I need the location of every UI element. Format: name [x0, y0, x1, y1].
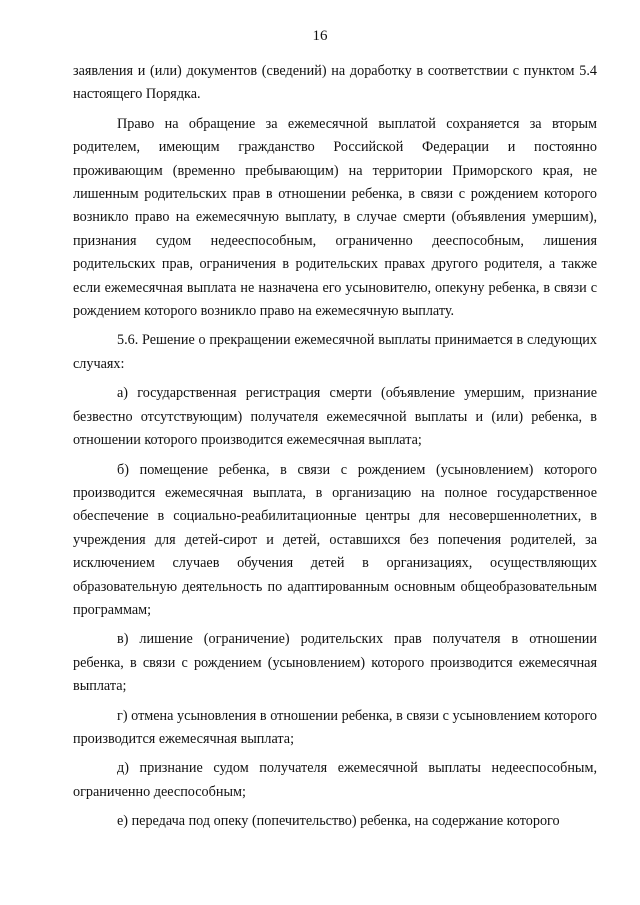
page-number: 16 — [312, 28, 328, 44]
document-body — [73, 60, 597, 834]
paragraph-section-5-6: 5.6. Решение о прекращении ежемесячной выплаты принимается в следующих случаях: — [73, 332, 597, 372]
list-item-d: д) признание судом получателя ежемесячной выплаты недееспособным, ограниченно дееспособным; — [73, 760, 597, 800]
paragraph-second-parent-right: Право на обращение за ежемесячной выплатой сохраняется за вторым родителем, имеющим гражданство Российской Федерации и постоянно проживающим (временно пребывающим) на территории Приморского края, не лишенным родительских прав в отношении ребенка, в связи с рождением которого возникло право на ежемесячную выплату, в случае смерти (объявления умершим), признания судом недееспособным, ограниченно дееспособным, лишения родительских прав, ограничения в родительских правах другого родителя, а также если ежемесячная выплата не назначена его усыновителю, опекуну ребенка, в связи с рождением которого возникло право на ежемесячную выплату. — [73, 115, 597, 320]
paragraph-continuation: заявления и (или) документов (сведений) на доработку в соответствии с пунктом 5.4 настоящего Порядка. — [73, 63, 597, 103]
list-item-g: г) отмена усыновления в отношении ребенка, в связи с усыновлением которого производится ежемесячная выплата; — [73, 707, 597, 747]
list-item-a: а) государственная регистрация смерти (объявление умершим, признание безвестно отсутствующим) получателя ежемесячной выплаты и (или) ребенка, в отношении которого производится ежемесячная выплата; — [73, 385, 597, 449]
list-item-e: е) передача под опеку (попечительство) ребенка, на содержание которого — [117, 813, 560, 830]
list-item-v: в) лишение (ограничение) родительских прав получателя в отношении ребенка, в связи с рождением (усыновлением) которого производится ежемесячная выплата; — [73, 631, 597, 695]
list-item-b: б) помещение ребенка, в связи с рождением (усыновлением) которого производится ежемесячная выплата, в организацию на полное государственное обеспечение в социально-реабилитационные центры для несовершеннолетних, в учреждения для детей-сирот и детей, оставшихся без попечения родителей, за исключением случаев обучения детей в организациях, осуществляющих образовательную деятельность по адаптированным основным общеобразовательным программам; — [73, 461, 597, 618]
